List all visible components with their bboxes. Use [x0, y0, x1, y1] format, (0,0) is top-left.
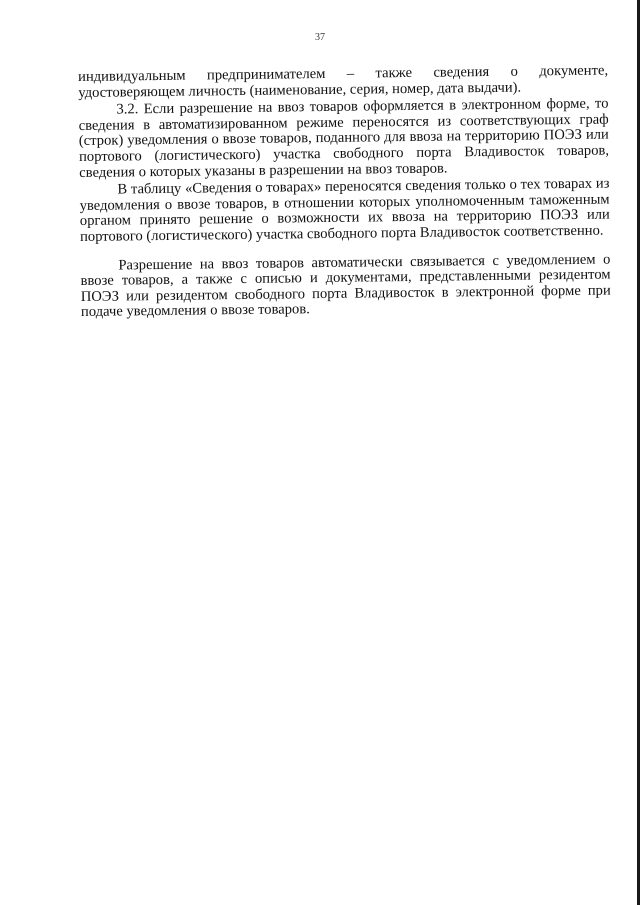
paragraph-permit-link: Разрешение на ввоз товаров автоматически связывается с уведомлением о ввозе товаров, а также с описью и документами, представленными резидентом ПОЭЗ или резидентом свободного порта Владивосток в электронной форме при подаче уведомления о ввозе товаров. [80, 251, 611, 321]
paragraph-continuation: индивидуальным предпринимателем – также сведения о документе, удостоверяющем личность (наименование, серия, номер, дата выдачи). [77, 62, 609, 101]
paragraph-goods-table: В таблицу «Сведения о товарах» переносятся сведения только о тех товарах из уведомления о ввозе товаров, в отношении которых уполномоченным таможенным органом принято решение о возможности их ввоза на территорию ПОЭЗ или портового (логистического) участка свободного порта Владивосток соответственно. [79, 175, 610, 245]
paragraph-3-2: 3.2. Если разрешение на ввоз товаров оформляется в электронном форме, то сведения в автоматизированном режиме переносятся из соответствующих граф (строк) уведомления о ввозе товаров, поданного для ввоза на территорию ПОЭЗ или портового (логистического) участка свободного порта Владивосток товаров, сведения о которых указаны в разрешении на ввоз товаров. [78, 95, 610, 181]
document-body [78, 64, 611, 321]
page-number: 37 [315, 32, 325, 43]
